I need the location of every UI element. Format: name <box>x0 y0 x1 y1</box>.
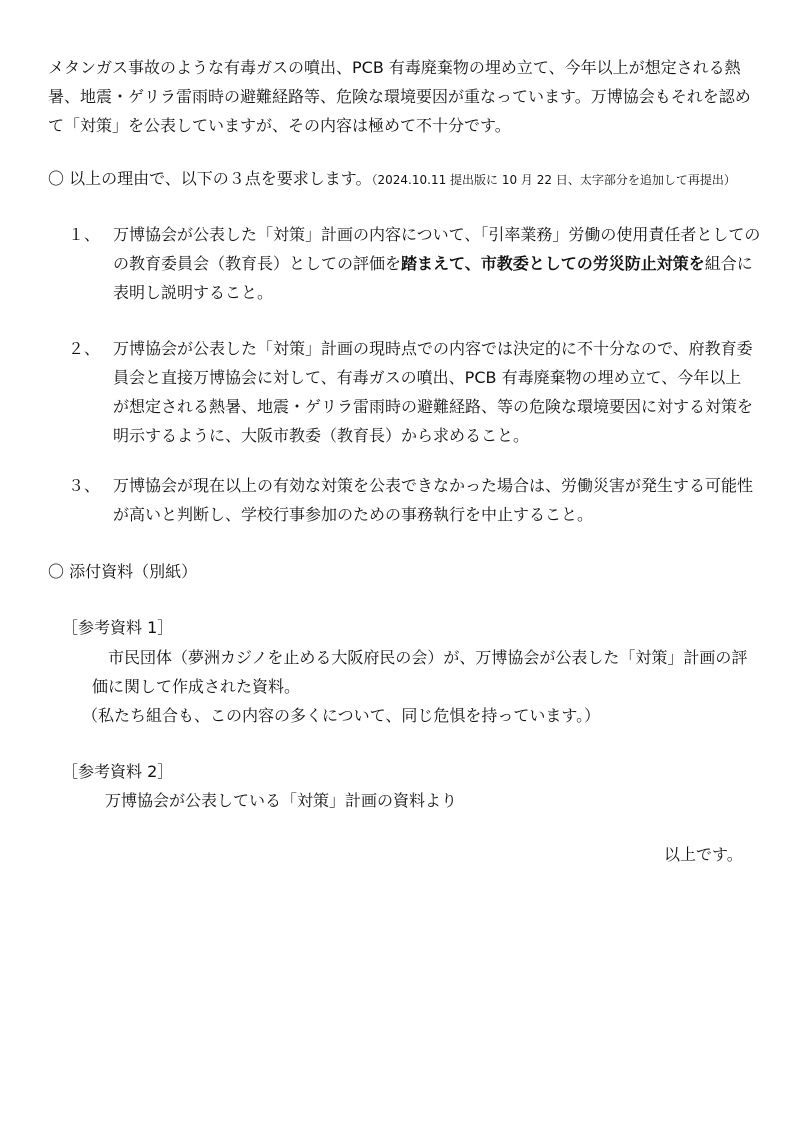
item-text: 組合に <box>704 254 753 273</box>
request-heading-note: （2024.10.11 提出版に 10 月 22 日、太字部分を追加して再提出） <box>371 173 736 187</box>
reference-label: ［参考資料 2］ <box>62 762 174 781</box>
intro-line-1: メタンガス事故のような有毒ガスの噴出、PCB 有毒廃棄物の埋め立て、今年以上が想定される熱 <box>48 58 741 77</box>
item-line: 員会と直接万博協会に対して、有毒ガスの噴出、PCB 有毒廃棄物の埋め立て、今年以上 <box>113 368 742 387</box>
item-line: 万博協会が公表した「対策」計画の現時点での内容では決定的に不十分なので、府教育委 <box>113 339 753 358</box>
reference-line: 万博協会が公表している「対策」計画の資料より <box>105 791 458 810</box>
item-line: が高いと判断し、学校行事参加のための事務執行を中止すること。 <box>113 505 594 524</box>
intro-line-2: 暑、地震・ゲリラ雷雨時の避難経路等、危険な環境要因が重なっています。万博協会もそれを認め <box>48 87 751 106</box>
item-number: ２、 <box>68 339 101 358</box>
item-line: 万博協会が現在以上の有効な対策を公表できなかった場合は、労働災害が発生する可能性 <box>113 476 754 495</box>
item-number: １、 <box>68 225 101 244</box>
closing-text: 以上です。 <box>664 845 743 864</box>
intro-line-3: て「対策」を公表していますが、その内容は極めて不十分です。 <box>48 116 511 135</box>
reference-line: 価に関して作成された資料。 <box>92 677 301 696</box>
item-bold-text: 踏まえて、市教委としての労災防止対策を <box>401 254 705 273</box>
request-heading-text: 〇 以上の理由で、以下の３点を要求します。 <box>48 169 372 188</box>
item-text: の教育委員会（教育長）としての評価を <box>113 254 402 273</box>
item-number: ３、 <box>68 476 101 495</box>
item-line: が想定される熱暑、地震・ゲリラ雷雨時の避難経路、等の危険な環境要因に対する対策を <box>113 397 754 416</box>
reference-line: 市民団体（夢洲カジノを止める大阪府民の会）が、万博協会が公表した「対策」計画の評 <box>108 648 748 667</box>
item-line: 明示するように、大阪市教委（教育長）から求めること。 <box>113 426 530 445</box>
reference-line: （私たち組合も、この内容の多くについて、同じ危惧を持っています。） <box>82 706 601 725</box>
item-line <box>113 254 753 274</box>
item-line: 万博協会が公表した「対策」計画の内容について、「引率業務」労働の使用責任者としての <box>113 225 761 244</box>
reference-label: ［参考資料 1］ <box>62 618 174 637</box>
item-line: 表明し説明すること。 <box>113 283 274 302</box>
attachments-heading: 〇 添付資料（別紙） <box>48 562 198 581</box>
request-heading <box>48 169 736 190</box>
